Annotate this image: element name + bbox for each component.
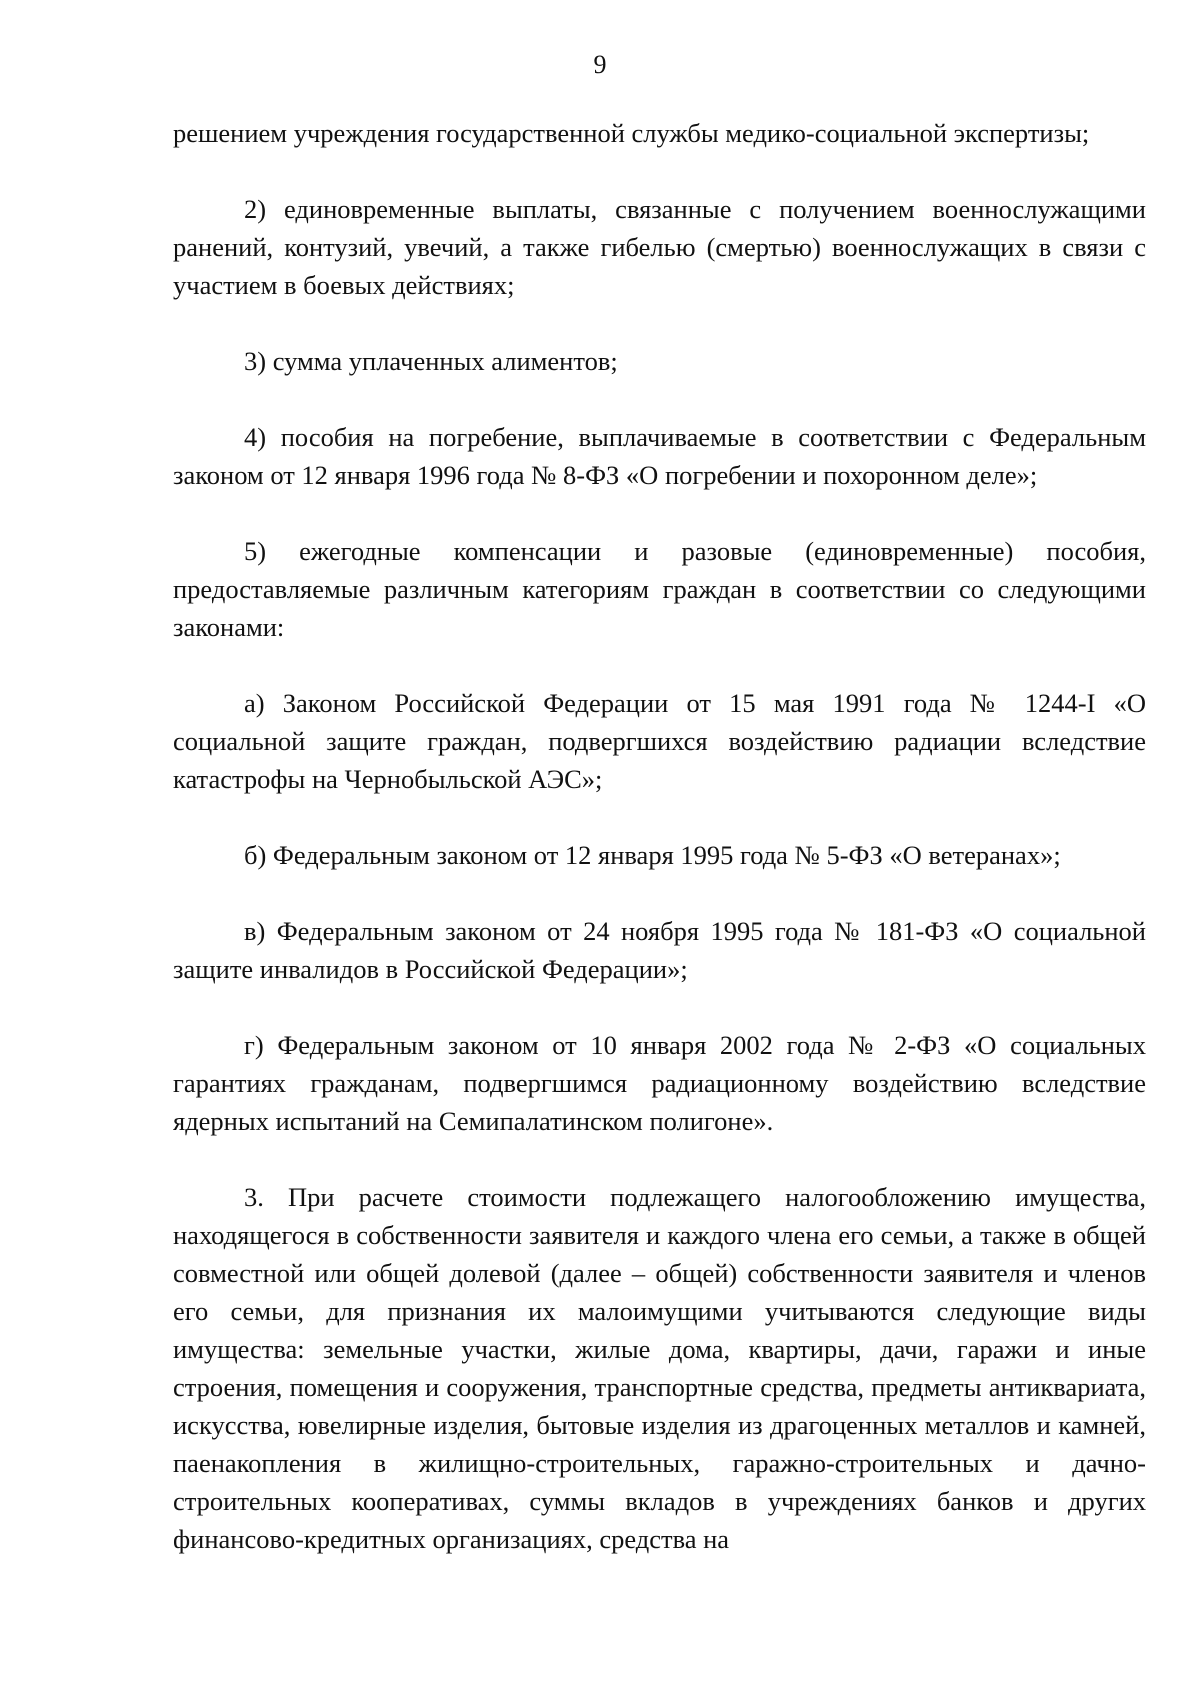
paragraph-subitem-v: в) Федеральным законом от 24 ноября 1995 года № 181-ФЗ «О социальной защите инвалидов в Российской Федерации»;: [173, 916, 1146, 984]
paragraph-subitem-g: г) Федеральным законом от 10 января 2002 года № 2-ФЗ «О социальных гарантиях гражданам, подвергшимся радиационному воздействию вследствие ядерных испытаний на Семипалатинском полигоне».: [173, 1030, 1146, 1136]
paragraph-item-3: 3) сумма уплаченных алиментов;: [244, 346, 618, 376]
paragraph-subitem-b: б) Федеральным законом от 12 января 1995 года № 5-ФЗ «О ветеранах»;: [244, 840, 1061, 870]
paragraph-item-4: 4) пособия на погребение, выплачиваемые в соответствии с Федеральным законом от 12 января 1996 года № 8-ФЗ «О погребении и похоронном деле»;: [173, 422, 1146, 490]
paragraph-subitem-a: а) Законом Российской Федерации от 15 мая 1991 года № 1244-I «О социальной защите граждан, подвергшихся воздействию радиации вследствие катастрофы на Чернобыльской АЭС»;: [173, 688, 1146, 794]
paragraph-item-5: 5) ежегодные компенсации и разовые (единовременные) пособия, предоставляемые различным категориям граждан в соответствии со следующими законами:: [173, 536, 1146, 642]
document-body: [173, 114, 1146, 1558]
page-number: 9: [593, 50, 607, 79]
paragraph-continuation: решением учреждения государственной службы медико-социальной экспертизы;: [173, 118, 1090, 148]
paragraph-item-2: 2) единовременные выплаты, связанные с получением военнослужащими ранений, контузий, увечий, а также гибелью (смертью) военнослужащих в связи с участием в боевых действиях;: [173, 194, 1146, 300]
paragraph-section-3: 3. При расчете стоимости подлежащего налогообложению имущества, находящегося в собственности заявителя и каждого члена его семьи, а также в общей совместной или общей долевой (далее – общей) собственности заявителя и членов его семьи, для признания их малоимущими учитываются следующие виды имущества: земельные участки, жилые дома, квартиры, дачи, гаражи и иные строения, помещения и сооружения, транспортные средства, предметы антиквариата, искусства, ювелирные изделия, бытовые изделия из драгоценных металлов и камней, паенакопления в жилищно-строительных, гаражно-строительных и дачно-строительных кооперативах, суммы вкладов в учреждениях банков и других финансово-кредитных организациях, средства на: [173, 1182, 1146, 1554]
